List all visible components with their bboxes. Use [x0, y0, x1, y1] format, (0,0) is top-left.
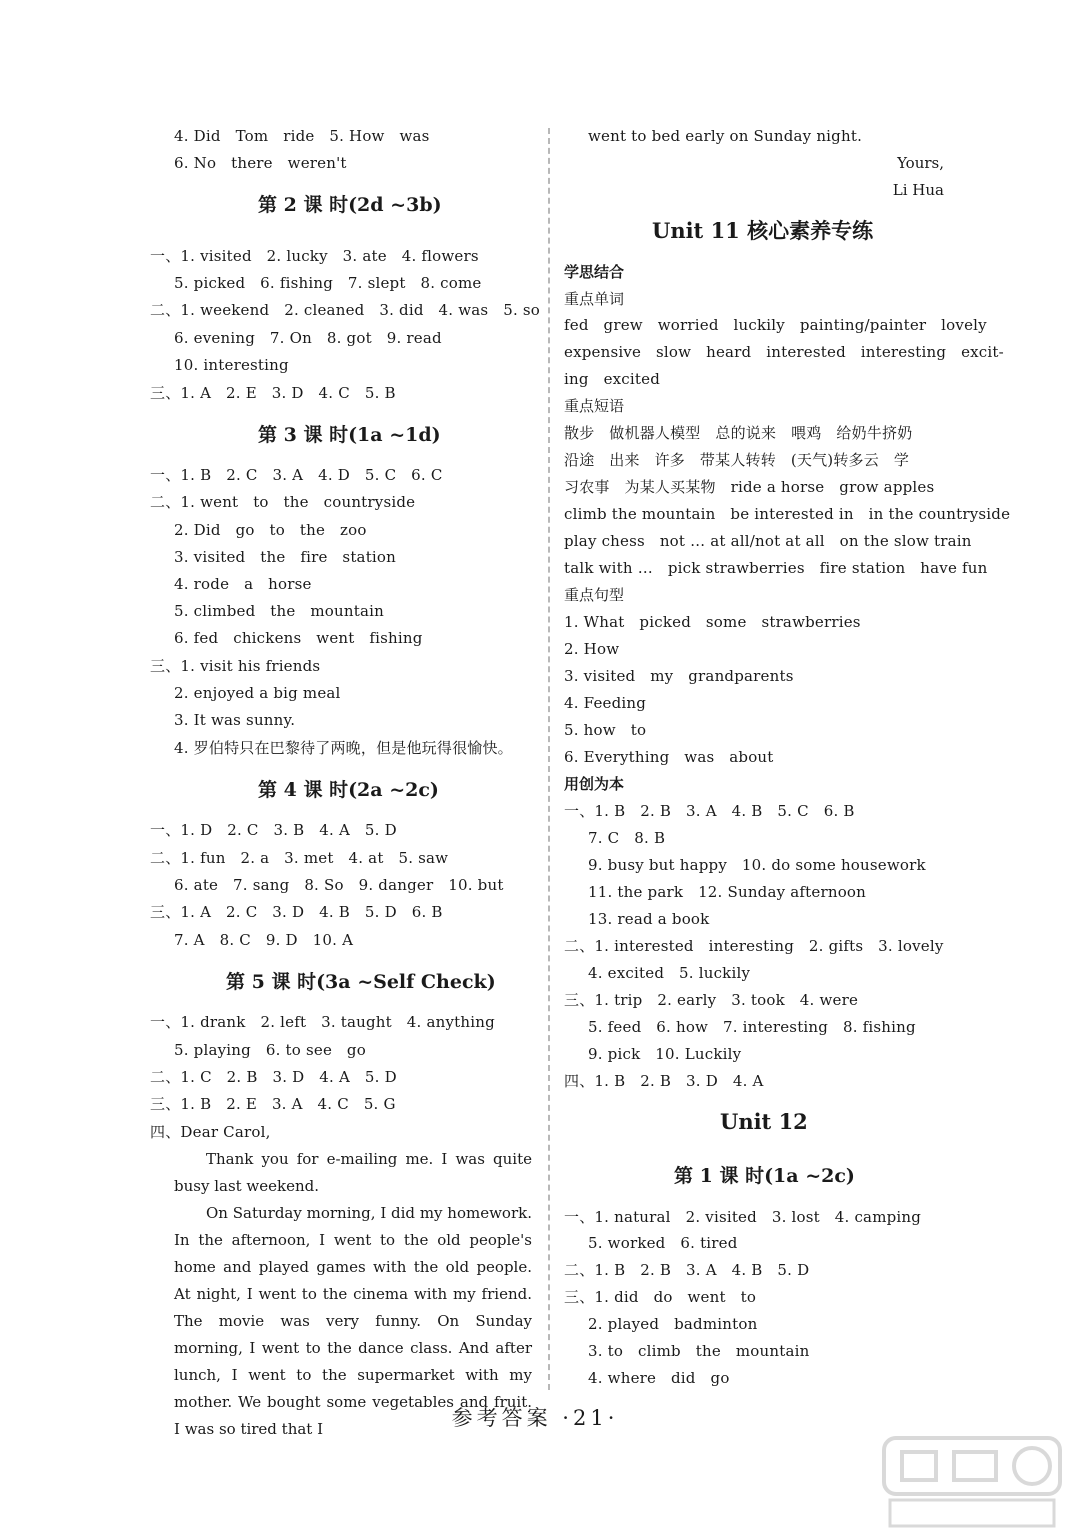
answer-line: 散步 做机器人模型 总的说来 喂鸡 给奶牛挤奶 — [564, 424, 913, 442]
section-label: 用创为本 — [564, 775, 625, 793]
lesson-heading: 第 2 课 时(2d ~3b) — [258, 194, 442, 216]
answer-line: 2. How — [564, 640, 620, 658]
answer-line: 6. evening 7. On 8. got 9. read — [174, 329, 442, 347]
subsection-label: 重点句型 — [564, 586, 625, 604]
answer-line: 习农事 为某人买某物 ride a horse grow apples — [564, 478, 935, 496]
answer-line: 三、1. trip 2. early 3. took 4. were — [564, 991, 859, 1009]
answer-line: 5. worked 6. tired — [588, 1234, 738, 1252]
answer-line: 三、1. A 2. E 3. D 4. C 5. B — [150, 384, 396, 402]
answer-line: 3. visited the fire station — [174, 548, 397, 566]
answer-line: 一、1. natural 2. visited 3. lost 4. camping — [564, 1208, 922, 1226]
answer-line: 二、1. fun 2. a 3. met 4. at 5. saw — [150, 849, 449, 867]
section-label: 学思结合 — [564, 263, 625, 281]
answer-line: 二、1. C 2. B 3. D 4. A 5. D — [150, 1068, 397, 1086]
answer-line: 一、1. B 2. C 3. A 4. D 5. C 6. C — [150, 466, 443, 484]
answer-line: 2. played badminton — [588, 1315, 758, 1333]
answer-line: 3. visited my grandparents — [564, 667, 794, 685]
lesson-heading: 第 4 课 时(2a ~2c) — [258, 779, 439, 801]
letter-line: went to bed early on Sunday night. — [588, 127, 863, 145]
answer-line: 3. to climb the mountain — [588, 1342, 810, 1360]
answer-line: 一、1. drank 2. left 3. taught 4. anything — [150, 1013, 495, 1031]
answer-line: 13. read a book — [588, 910, 710, 928]
answer-line: 2. Did go to the zoo — [174, 521, 367, 539]
subsection-label: 重点单词 — [564, 290, 625, 308]
answer-line: 三、1. did do went to — [564, 1288, 757, 1306]
answer-line: 4. 罗伯特只在巴黎待了两晚，但是他玩得很愉快。 — [174, 739, 513, 757]
answer-line: 三、1. B 2. E 3. A 4. C 5. G — [150, 1095, 396, 1113]
lesson-heading: 第 1 课 时(1a ~2c) — [674, 1165, 855, 1187]
answer-line: 二、1. weekend 2. cleaned 3. did 4. was 5. so — [150, 301, 541, 319]
answer-line: 5. playing 6. to see go — [174, 1041, 366, 1059]
answer-line: 6. ate 7. sang 8. So 9. danger 10. but — [174, 876, 504, 894]
answer-line: 4. Did Tom ride 5. How was — [174, 127, 430, 145]
answer-line: 3. It was sunny. — [174, 711, 296, 729]
page-footer: 参考答案 ·21· — [451, 1406, 619, 1430]
answer-line: 9. pick 10. Luckily — [588, 1045, 742, 1063]
answer-line: 5. how to — [564, 721, 647, 739]
answer-line: 二、1. interested interesting 2. gifts 3. lovely — [564, 937, 944, 955]
answer-line: 4. where did go — [588, 1369, 730, 1387]
answer-line: 5. feed 6. how 7. interesting 8. fishing — [588, 1018, 916, 1036]
answer-line: play chess not … at all/not at all on the slow train — [564, 532, 972, 550]
unit-heading: Unit 11 核心素养专练 — [652, 218, 874, 243]
answer-line: fed grew worried luckily painting/painter lovely — [564, 316, 987, 334]
answer-line: 5. picked 6. fishing 7. slept 8. come — [174, 274, 482, 292]
letter-paragraph: On Saturday morning, I did my homework. In the afternoon, I went to the old people's home and played games with the old people. At night, I went to the cinema with my friend. The movie was very funny. On Sunday morning, I went to the dance class. And after lunch, I went to the supermarket with my mother. We bought some vegetables and fruit. I was so tired that I — [174, 1204, 532, 1438]
answer-line: talk with … pick strawberries fire station have fun — [564, 559, 988, 577]
watermark-logo — [882, 1436, 1062, 1530]
answer-line: 四、1. B 2. B 3. D 4. A — [564, 1072, 764, 1090]
answer-line: 1. What picked some strawberries — [564, 613, 861, 631]
answer-line: 二、1. B 2. B 3. A 4. B 5. D — [564, 1261, 810, 1279]
column-divider — [548, 128, 550, 1390]
answer-line: 5. climbed the mountain — [174, 602, 384, 620]
answer-line: 一、1. visited 2. lucky 3. ate 4. flowers — [150, 247, 479, 265]
answer-line: 2. enjoyed a big meal — [174, 684, 341, 702]
answer-line: expensive slow heard interested interesting excit- — [564, 343, 1004, 361]
answer-line: 4. rode a horse — [174, 575, 312, 593]
answer-line: 一、1. B 2. B 3. A 4. B 5. C 6. B — [564, 802, 855, 820]
answer-line: 10. interesting — [174, 356, 289, 374]
answer-line: 6. Everything was about — [564, 748, 774, 766]
unit-heading: Unit 12 — [720, 1109, 808, 1134]
answer-line: 4. Feeding — [564, 694, 647, 712]
answer-line: ing excited — [564, 370, 661, 388]
letter-signoff: Li Hua — [892, 181, 944, 199]
answer-line: 三、1. visit his friends — [150, 657, 321, 675]
answer-line: 7. C 8. B — [588, 829, 666, 847]
answer-line: 沿途 出来 许多 带某人转转 (天气)转多云 学 — [564, 451, 910, 469]
lesson-heading: 第 3 课 时(1a ~1d) — [258, 424, 441, 446]
answer-line: 4. excited 5. luckily — [588, 964, 751, 982]
answer-line: 二、1. went to the countryside — [150, 493, 416, 511]
answer-line: 三、1. A 2. C 3. D 4. B 5. D 6. B — [150, 903, 443, 921]
subsection-label: 重点短语 — [564, 397, 625, 415]
answer-line: 6. fed chickens went fishing — [174, 629, 423, 647]
answer-line: 四、Dear Carol, — [150, 1123, 271, 1141]
answer-line: 11. the park 12. Sunday afternoon — [588, 883, 867, 901]
answer-line: 7. A 8. C 9. D 10. A — [174, 931, 354, 949]
answer-line: 6. No there weren't — [174, 154, 347, 172]
answer-line: 9. busy but happy 10. do some housework — [588, 856, 926, 874]
answer-line: 一、1. D 2. C 3. B 4. A 5. D — [150, 821, 397, 839]
watermark-graphic — [882, 1436, 1062, 1530]
lesson-heading: 第 5 课 时(3a ~Self Check) — [226, 971, 496, 993]
letter-signoff: Yours, — [897, 154, 944, 172]
answer-line: climb the mountain be interested in in the countryside — [564, 505, 1011, 523]
letter-paragraph: Thank you for e-mailing me. I was quite busy last weekend. — [174, 1150, 532, 1195]
